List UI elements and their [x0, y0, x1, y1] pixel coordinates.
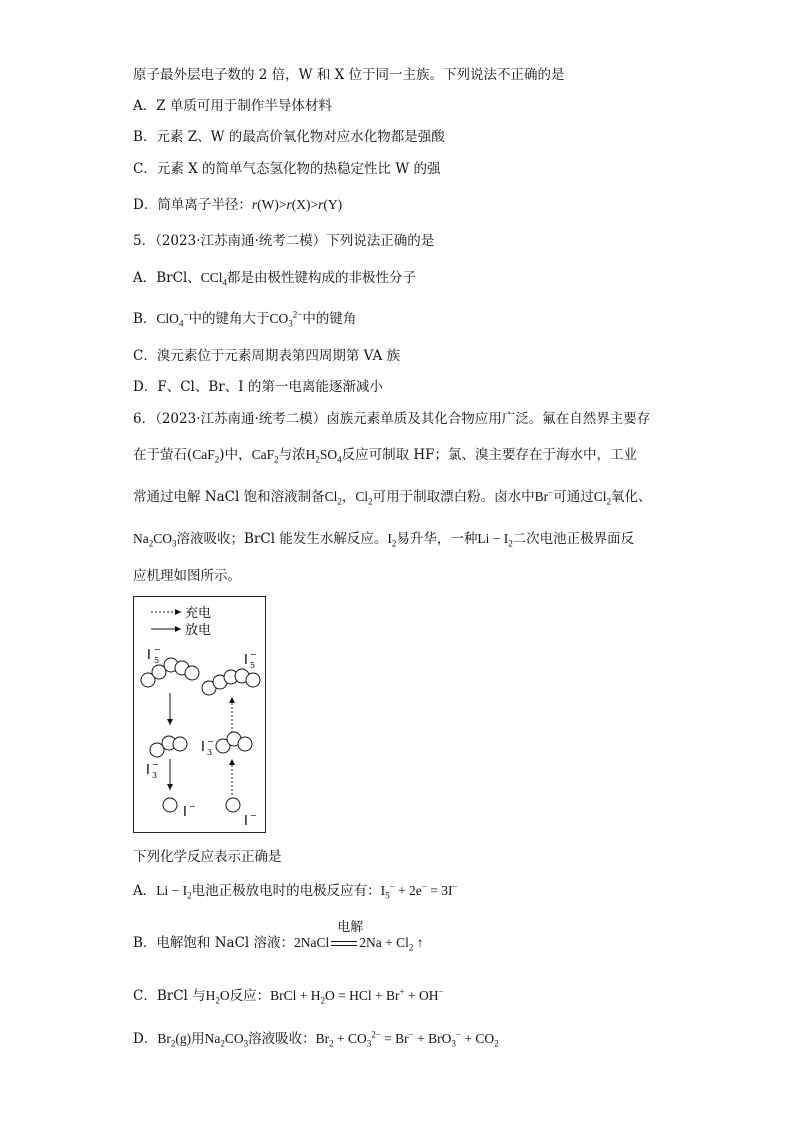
q6-sub-stem: 下列化学反应表示正确是	[133, 849, 282, 865]
q6-l2-a: 在于萤石(	[133, 447, 193, 463]
q6-l4-b: 易升华，一种	[396, 531, 478, 547]
q4-option-b: B．元素 Z、W 的最高价氧化物对应水化物都是强酸	[133, 129, 445, 145]
q6-line-3	[133, 488, 651, 506]
label-i-right-sup: −	[250, 811, 257, 820]
iodine-atom	[173, 737, 187, 751]
q6-a-equation: $I_5^- + 2e^- = 3I^-$	[380, 881, 458, 901]
q6-l3-a: 常通过电解 NaCl 饱和溶液制备	[133, 489, 325, 505]
label-i5-right-sup: −	[250, 650, 257, 659]
q6-l2-b: )中，	[219, 447, 252, 463]
i2-formula-1: $I_2$	[387, 531, 397, 549]
battery-mechanism-figure	[133, 596, 266, 833]
cl2-formula-3: $Cl_2$	[593, 489, 611, 507]
q5-b-post: 中的键角	[302, 311, 357, 327]
iodide-atom-right	[226, 798, 240, 812]
co3-formula: $CO_3^{2-}$	[269, 309, 303, 329]
q6-a-pre: A．	[133, 883, 157, 899]
q6-d-pre: D．	[133, 1031, 158, 1047]
iodide-atom-left	[163, 798, 177, 812]
iodine-atom	[246, 673, 260, 687]
q6-d-mid: 用	[191, 1031, 205, 1047]
cl2-formula-2: $Cl_2$	[355, 489, 373, 507]
q5-option-d: D．F、Cl、Br、I 的第一电离能逐渐减小	[133, 379, 383, 395]
q6-l4-a: 溶液吸收；BrCl 能发生水解反应。	[176, 531, 388, 547]
intro-tail: 原子最外层电子数的 2 倍，W 和 X 位于同一主族。下列说法不正确的是	[133, 67, 565, 83]
electrolysis-sign	[329, 919, 364, 952]
q5-option-c: C．溴元素位于元素周期表第四周期第 VA 族	[133, 348, 400, 364]
na2co3-formula-1: $Na_2CO_3$	[133, 531, 177, 549]
h2so4-formula: $H_2SO_4$	[305, 447, 342, 465]
q6-l3-c: 可用于制取漂白粉。卤水中	[372, 489, 535, 505]
clo4-formula: ClO$_4$−	[156, 309, 189, 329]
q6-d-mid2: 溶液吸收：	[248, 1031, 316, 1047]
q6-option-b	[133, 919, 424, 953]
legend-charge-label: 充电	[185, 606, 212, 621]
ccl4-formula: CCl$_4$	[200, 270, 228, 288]
br2-gas-formula: $Br_2(g)$	[157, 1031, 192, 1049]
label-i3-left: I	[146, 763, 150, 778]
q6-line-1: 6．（2023·江苏南通·统考二模）卤族元素单质及其化合物应用广泛。氟在自然界主要存	[133, 411, 651, 427]
q6-option-a	[133, 882, 458, 900]
q6-l2-d: 反应可制取 HF；氯、溴主要存在于海水中，工业	[341, 447, 638, 463]
label-i3-left-sup: −	[152, 760, 159, 769]
q6-line-2	[133, 446, 637, 464]
q4-option-a: A．Z 单质可用于制作半导体材料	[133, 98, 332, 114]
label-i-left-sup: −	[189, 802, 196, 811]
q6-c-equation: BrCl + $H_2O$ = HCl + Br+ + OH−	[270, 986, 444, 1006]
q4-option-d	[133, 196, 342, 214]
label-i5-left-sub: 5	[154, 656, 160, 665]
label-i3-right: I	[201, 740, 205, 755]
q6-b-pre: B．电解饱和 NaCl 溶液：	[133, 935, 295, 951]
q6-l4-c: 二次电池正极界面反	[512, 531, 635, 547]
q6-l2-c: 与浓	[278, 447, 306, 463]
label-i5-right: I	[244, 653, 248, 668]
label-i3-right-sup: −	[207, 737, 214, 746]
legend-discharge-label: 放电	[185, 623, 212, 638]
q6-option-c	[133, 987, 444, 1005]
br-minus-formula: Br−	[534, 487, 554, 504]
q5-option-a	[133, 269, 416, 287]
na2co3-formula-2: $Na_2CO_3$	[204, 1031, 249, 1049]
q6-option-d	[133, 1030, 499, 1048]
label-i5-right-sub: 5	[250, 661, 256, 670]
q6-c-mid: 反应：	[229, 988, 271, 1004]
q6-d-equation: $Br_2 + CO_3^{2-} = Br^- + BrO_3^- + CO_2$	[315, 1029, 499, 1049]
q6-l3-e: 氧化、	[610, 489, 652, 505]
q4-option-c: C．元素 X 的简单气态氢化物的热稳定性比 W 的强	[133, 161, 441, 177]
label-i-left: I	[183, 805, 187, 820]
q6-l3-b: ，	[341, 489, 356, 505]
q6-line-5: 应机理如图所示。	[133, 568, 241, 584]
q5-a-pre: A．BrCl、	[133, 270, 201, 286]
li-i2-formula-1: $Li - I_2$	[477, 531, 513, 549]
mechanism-diagram	[134, 597, 265, 832]
q5-option-b	[133, 310, 356, 328]
label-i3-right-sub: 3	[207, 748, 213, 757]
q5-a-post: 都是由极性键构成的非极性分子	[227, 270, 417, 286]
q6-l3-d: 可通过	[553, 489, 594, 505]
q4-d-prefix: D．简单离子半径：	[133, 197, 252, 213]
h2o-formula: $H_2O$	[205, 988, 230, 1006]
electrolysis-label: 电解	[337, 919, 364, 934]
q5-b-pre: B．	[133, 311, 157, 327]
cl2-formula-1: $Cl_2$	[324, 489, 342, 507]
q6-c-pre: C．BrCl 与	[133, 988, 206, 1004]
q6-a-mid: 电池正极放电时的电极反应有：	[191, 883, 381, 899]
label-i5-left: I	[147, 648, 151, 663]
label-i-right: I	[244, 814, 248, 829]
li-i2-formula-2: $Li - I_2$	[156, 883, 192, 901]
q6-b-equation: 2NaCl 电解 $2Na + Cl_2$ ↑	[294, 919, 424, 953]
caf2-formula-2: CaF$_2$	[251, 447, 279, 465]
label-i5-left-sup: −	[154, 645, 161, 654]
iodine-atom	[185, 666, 199, 680]
caf2-formula-1: CaF$_2$	[192, 447, 220, 465]
label-i3-left-sub: 3	[152, 771, 158, 780]
q5-stem: 5．（2023·江苏南通·统考二模）下列说法正确的是	[133, 233, 435, 249]
q5-b-mid: 中的键角大于	[188, 311, 270, 327]
q4-d-formula: r(W)>r(X)>r(Y)	[251, 197, 343, 212]
iodine-atom	[238, 737, 252, 751]
q6-line-4	[133, 530, 634, 548]
